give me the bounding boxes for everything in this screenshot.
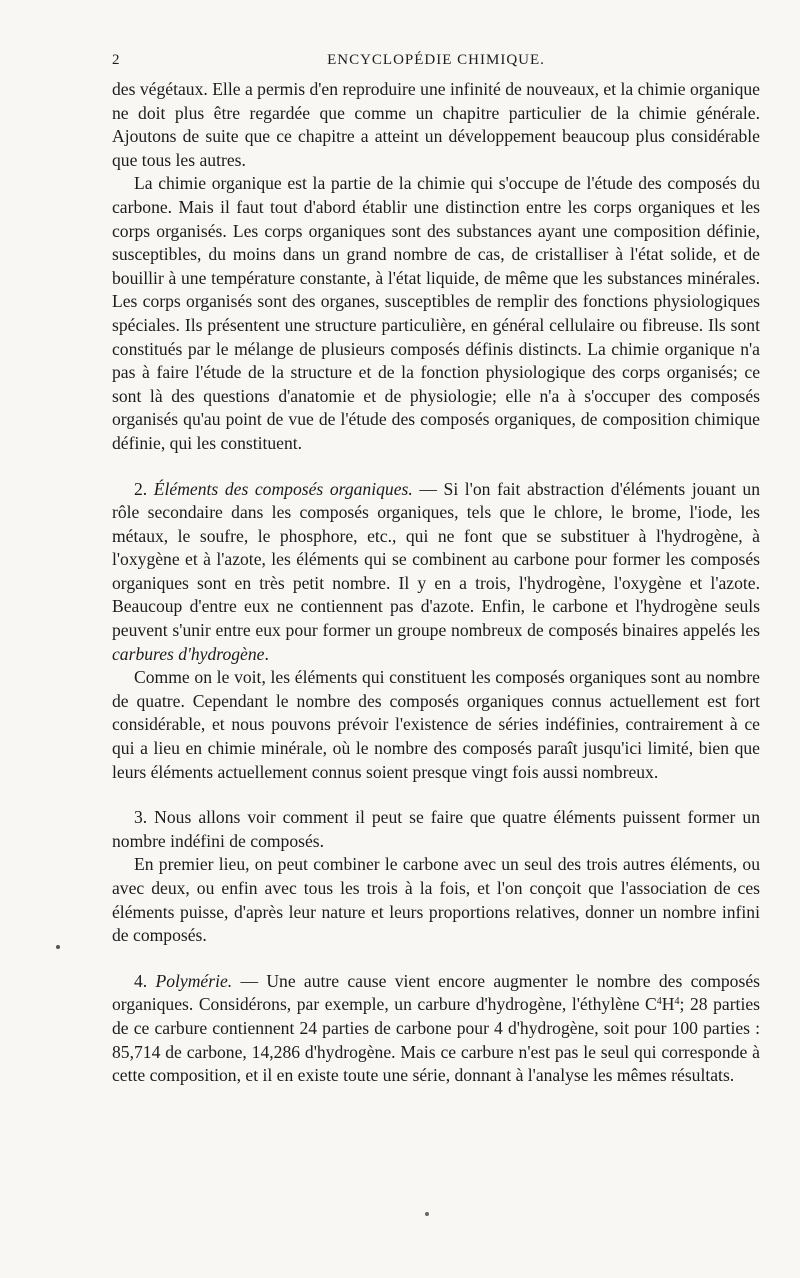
formula-subscript: 4: [674, 996, 680, 1008]
section-dash: —: [419, 478, 437, 499]
section-2: [112, 478, 760, 667]
section-dash: —: [240, 970, 259, 991]
section-number: 2.: [134, 478, 148, 499]
running-title: ENCYCLOPÉDIE CHIMIQUE.: [327, 52, 545, 68]
section-heading: Éléments des composés organiques.: [153, 478, 413, 499]
section-heading: Polymérie.: [155, 970, 233, 991]
margin-speck: [56, 945, 60, 949]
body-text: [112, 78, 760, 1088]
section-text: ; 28 parties de ce carbure contiennent 24 parties de carbone pour 4 d'hydrogène, soit pour 100 parties : 85,714 de carbone, 14,286 d'hydrogène. Mais ce carbure n'est pas le seul qui corresponde à cette composition, et il en existe toute une série, donnant à l'analyse les mêmes résultats.: [112, 994, 760, 1086]
formula-subscript: 4: [656, 996, 662, 1008]
paragraph: La chimie organique est la partie de la chimie qui s'occupe de l'étude des composés du carbone. Mais il faut tout d'abord établir une distinction entre les corps organiques et les corps organisés. Les corps organiques sont des substances ayant une composition définie, susceptibles, du moins dans un grand nombre de cas, de cristalliser à l'état solide, et de bouillir à une température constante, à l'état liquide, de même que les substances minérales. Les corps organisés sont des organes, susceptibles de remplir des fonctions physiologiques spéciales. Ils présentent une structure particulière, en général cellulaire ou fibreuse. Ils sont constitués par le mélange de plusieurs composés définis distincts. La chimie organique n'a pas à faire l'étude de la structure et de la fonction physiologique des corps organisés; ce sont là des questions d'anatomie et de physiologie; elle n'a à s'occuper des composés organisés qu'au point de vue de l'étude des composés organiques, de composition chimique définie, qui les constituent.: [112, 173, 760, 453]
formula-text: H: [661, 994, 675, 1015]
section-4: [112, 970, 760, 1088]
running-header: [112, 52, 760, 78]
section-text-end: .: [264, 643, 269, 664]
section-number: 4.: [134, 970, 148, 991]
section-text: Si l'on fait abstraction d'éléments jouant un rôle secondaire dans les composés organiques, tels que le chlore, le brome, l'iode, les métaux, le soufre, le phosphore, etc., qui ne font que se substituer à l'hydrogène, à l'oxygène et à l'azote, les éléments qui se combinent au carbone pour former les composés organiques sont en très petit nombre. Il y en a trois, l'hydrogène, l'oxygène et l'azote. Beaucoup d'entre eux ne contiennent pas d'azote. Enfin, le carbone et l'hydrogène seuls peuvent s'unir entre eux pour former un groupe nombreux de composés binaires appelés les: [112, 478, 760, 641]
section-3: 3. Nous allons voir comment il peut se faire que quatre éléments puissent former un nombre indéfini de composés.: [112, 807, 760, 851]
italic-term: carbures d'hydrogène: [112, 643, 265, 664]
paragraph: des végétaux. Elle a permis d'en reproduire une infinité de nouveaux, et la chimie organique ne doit plus être regardée que comme un chapitre particulier de la chimie générale. Ajoutons de suite que ce chapitre a atteint un développement beaucoup plus considérable que tous les autres.: [112, 79, 760, 170]
section-text: Une autre cause vient encore augmenter le nombre des composés organiques. Considérons, par exemple, un carbure d'hydrogène, l'éthylène C: [112, 970, 760, 1015]
paragraph: En premier lieu, on peut combiner le carbone avec un seul des trois autres éléments, ou avec deux, ou enfin avec tous les trois à la fois, et l'on conçoit que l'association de ces éléments puisse, d'après leur nature et leurs proportions relatives, donner un nombre infini de composés.: [112, 854, 760, 946]
margin-speck: [425, 1212, 429, 1216]
page-number: 2: [112, 52, 121, 68]
paragraph: Comme on le voit, les éléments qui constituent les composés organiques sont au nombre de quatre. Cependant le nombre des composés organiques connus actuellement est fort considérable, et nous pouvons prévoir l'existence de séries indéfinies, contrairement à ce qui a lieu en chimie minérale, où le nombre des composés paraît jusqu'ici limité, bien que leurs éléments actuellement connus soient presque vingt fois aussi nombreux.: [112, 667, 760, 782]
